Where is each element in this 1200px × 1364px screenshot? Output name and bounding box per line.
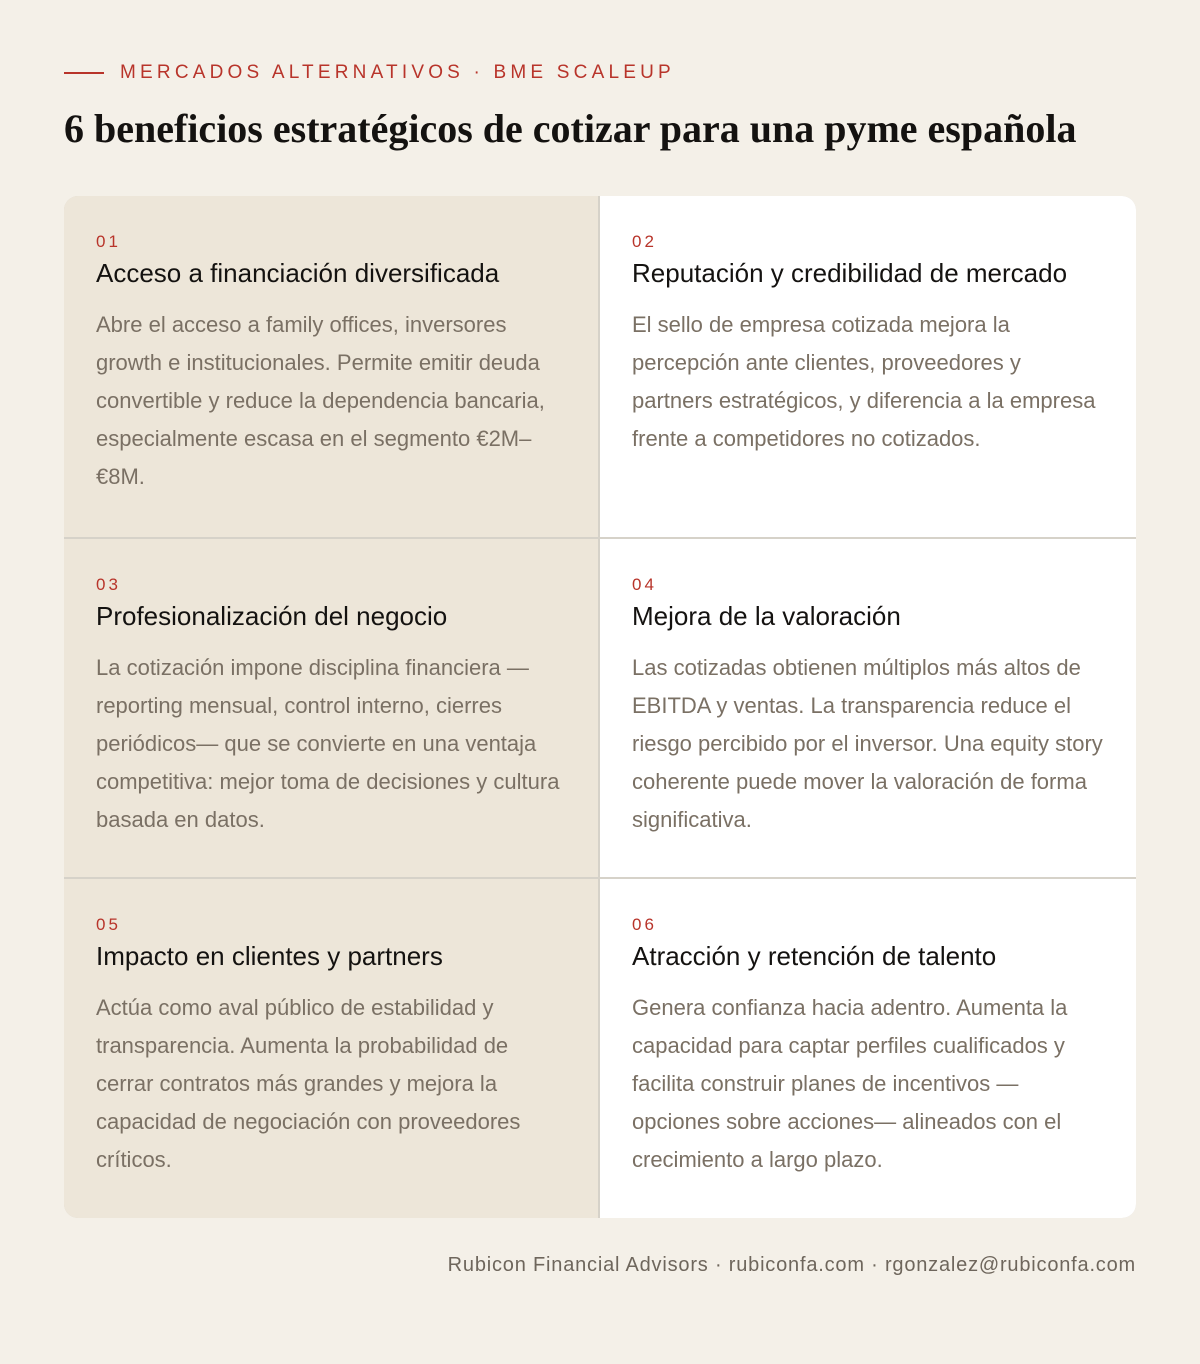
benefit-number: 03 (96, 575, 121, 594)
benefit-number: 05 (96, 915, 121, 934)
benefit-title: Acceso a financiación diversificada (96, 258, 500, 288)
benefit-card-06 (600, 877, 1136, 1218)
page-title: 6 beneficios estratégicos de cotizar para una pyme española (64, 106, 1077, 151)
benefits-grid (64, 196, 1136, 1218)
eyebrow-rule (64, 72, 104, 74)
benefit-title: Reputación y credibilidad de mercado (632, 258, 1068, 288)
benefit-card-03 (64, 537, 600, 877)
benefit-body: La cotización impone disciplina financiera —reporting mensual, control interno, cierres periódicos— que se convierte en una ventaja competitiva: mejor toma de decisiones y cultura basada en datos. (96, 655, 560, 832)
benefit-number: 02 (632, 232, 657, 251)
benefit-title: Profesionalización del negocio (96, 601, 448, 631)
benefit-body: Las cotizadas obtienen múltiplos más altos de EBITDA y ventas. La transparencia reduce el riesgo percibido por el inversor. Una equity story coherente puede mover la valoración de forma significativa. (632, 655, 1103, 832)
benefit-body: Genera confianza hacia adentro. Aumenta la capacidad para captar perfiles cualificados y facilita construir planes de incentivos —opciones sobre acciones— alineados con el crecimiento a largo plazo. (632, 995, 1068, 1172)
eyebrow (64, 62, 675, 84)
benefit-number: 01 (96, 232, 121, 251)
benefit-card-02 (600, 196, 1136, 537)
benefit-card-05 (64, 877, 600, 1218)
benefit-number: 06 (632, 915, 657, 934)
benefit-body: Abre el acceso a family offices, inversores growth e institucionales. Permite emitir deuda convertible y reduce la dependencia bancaria, especialmente escasa en el segmento €2M–€8M. (96, 312, 545, 489)
benefit-number: 04 (632, 575, 657, 594)
benefit-card-01 (64, 196, 600, 537)
benefit-body: Actúa como aval público de estabilidad y transparencia. Aumenta la probabilidad de cerrar contratos más grandes y mejora la capacidad de negociación con proveedores críticos. (96, 995, 521, 1172)
eyebrow-text: MERCADOS ALTERNATIVOS · BME SCALEUP (120, 62, 675, 83)
benefit-body: El sello de empresa cotizada mejora la percepción ante clientes, proveedores y partners estratégicos, y diferencia a la empresa frente a competidores no cotizados. (632, 312, 1096, 451)
benefit-title: Atracción y retención de talento (632, 941, 997, 971)
benefit-card-04 (600, 537, 1136, 877)
benefit-title: Impacto en clientes y partners (96, 941, 443, 971)
benefit-title: Mejora de la valoración (632, 601, 901, 631)
footer-contact: Rubicon Financial Advisors · rubiconfa.com · rgonzalez@rubiconfa.com (447, 1254, 1136, 1276)
